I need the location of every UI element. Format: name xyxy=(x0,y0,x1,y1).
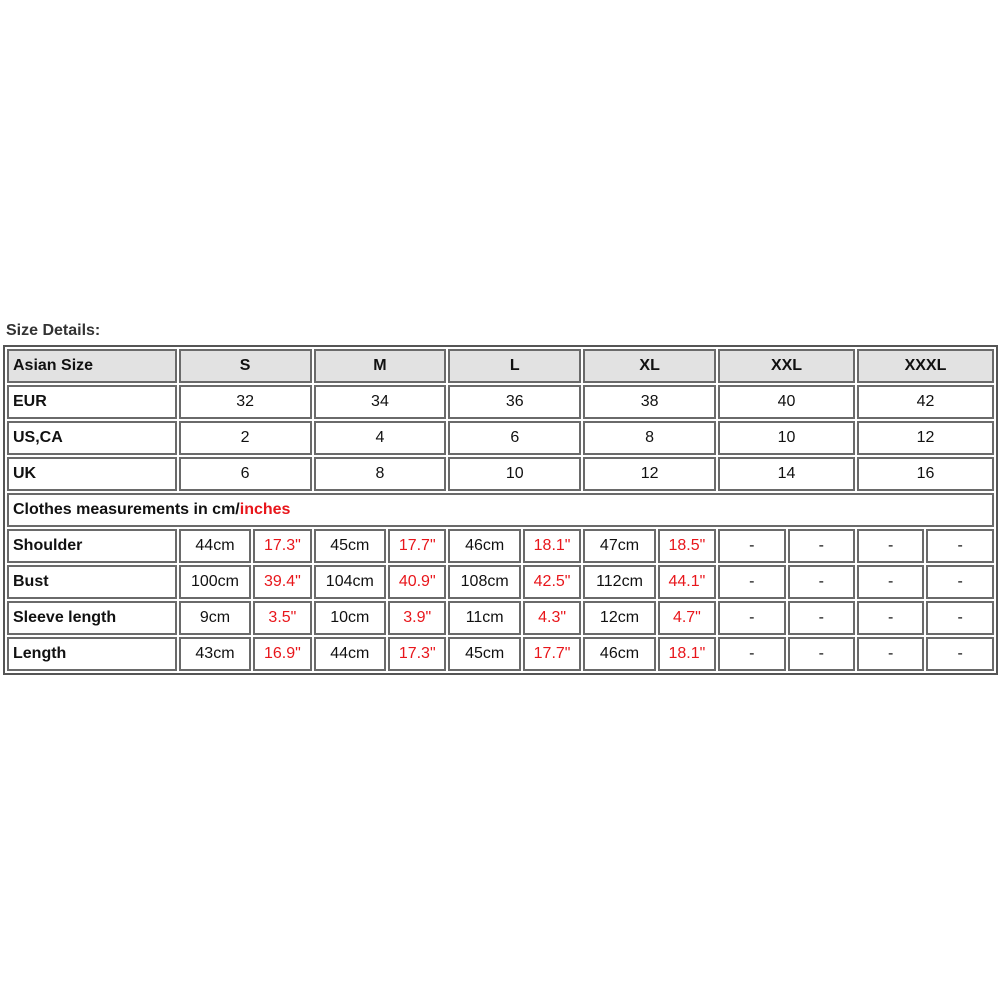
table-cell: - xyxy=(857,637,924,671)
sleeve-length-row xyxy=(7,601,994,635)
inch-cell: 17.3" xyxy=(388,637,446,671)
cm-cell: 10cm xyxy=(314,601,387,635)
size-s-header: S xyxy=(179,349,312,383)
measurements-title-prefix: Clothes measurements in cm/ xyxy=(13,501,240,518)
measurements-title xyxy=(7,493,994,527)
table-cell: - xyxy=(926,565,994,599)
measurements-title-row xyxy=(7,493,994,527)
table-cell: 14 xyxy=(718,457,855,491)
inch-cell: 3.5" xyxy=(253,601,311,635)
inch-cell: 18.5" xyxy=(658,529,716,563)
inch-cell: 44.1" xyxy=(658,565,716,599)
inch-cell: 4.7" xyxy=(658,601,716,635)
inch-cell: 3.9" xyxy=(388,601,446,635)
cm-cell: 46cm xyxy=(448,529,521,563)
table-cell: 34 xyxy=(314,385,447,419)
table-cell: - xyxy=(718,637,785,671)
size-l-header: L xyxy=(448,349,581,383)
asian-size-label: Asian Size xyxy=(7,349,177,383)
table-cell: 36 xyxy=(448,385,581,419)
size-xl-header: XL xyxy=(583,349,716,383)
table-cell: 12 xyxy=(857,421,994,455)
table-cell: 8 xyxy=(314,457,447,491)
table-cell: - xyxy=(718,601,785,635)
inch-cell: 4.3" xyxy=(523,601,581,635)
table-cell: - xyxy=(788,601,855,635)
table-cell: - xyxy=(788,565,855,599)
inch-cell: 16.9" xyxy=(253,637,311,671)
table-cell: 10 xyxy=(718,421,855,455)
table-cell: 6 xyxy=(179,457,312,491)
size-m-header: M xyxy=(314,349,447,383)
size-header-row xyxy=(7,349,994,383)
cm-cell: 47cm xyxy=(583,529,656,563)
table-cell: 8 xyxy=(583,421,716,455)
table-cell: 38 xyxy=(583,385,716,419)
cm-cell: 104cm xyxy=(314,565,387,599)
table-cell: 40 xyxy=(718,385,855,419)
table-cell: - xyxy=(857,601,924,635)
table-cell: 12 xyxy=(583,457,716,491)
table-cell: - xyxy=(788,637,855,671)
inch-cell: 18.1" xyxy=(523,529,581,563)
row-label: US,CA xyxy=(7,421,177,455)
row-label: Shoulder xyxy=(7,529,177,563)
cm-cell: 44cm xyxy=(314,637,387,671)
table-cell: - xyxy=(788,529,855,563)
table-cell: 16 xyxy=(857,457,994,491)
length-row xyxy=(7,637,994,671)
cm-cell: 46cm xyxy=(583,637,656,671)
table-cell: - xyxy=(926,601,994,635)
table-cell: - xyxy=(857,565,924,599)
inch-cell: 18.1" xyxy=(658,637,716,671)
inch-cell: 17.7" xyxy=(523,637,581,671)
inch-cell: 17.3" xyxy=(253,529,311,563)
size-details-caption: Size Details: xyxy=(6,322,101,339)
size-xxxl-header: XXXL xyxy=(857,349,994,383)
table-cell: 32 xyxy=(179,385,312,419)
table-cell: - xyxy=(718,529,785,563)
table-cell: 10 xyxy=(448,457,581,491)
cm-cell: 112cm xyxy=(583,565,656,599)
table-cell: - xyxy=(718,565,785,599)
cm-cell: 44cm xyxy=(179,529,252,563)
size-chart-table xyxy=(5,347,996,673)
cm-cell: 108cm xyxy=(448,565,521,599)
row-label: Sleeve length xyxy=(7,601,177,635)
table-cell: 42 xyxy=(857,385,994,419)
table-cell: - xyxy=(857,529,924,563)
cm-cell: 12cm xyxy=(583,601,656,635)
inch-cell: 39.4" xyxy=(253,565,311,599)
row-label: UK xyxy=(7,457,177,491)
inch-cell: 42.5" xyxy=(523,565,581,599)
row-label: Length xyxy=(7,637,177,671)
measurements-title-inches: inches xyxy=(239,501,291,518)
row-label: EUR xyxy=(7,385,177,419)
bust-row xyxy=(7,565,994,599)
size-xxl-header: XXL xyxy=(718,349,855,383)
inch-cell: 40.9" xyxy=(388,565,446,599)
table-cell: - xyxy=(926,637,994,671)
table-cell: - xyxy=(926,529,994,563)
cm-cell: 45cm xyxy=(314,529,387,563)
uk-row xyxy=(7,457,994,491)
cm-cell: 43cm xyxy=(179,637,252,671)
cm-cell: 11cm xyxy=(448,601,521,635)
cm-cell: 100cm xyxy=(179,565,252,599)
cm-cell: 9cm xyxy=(179,601,252,635)
inch-cell: 17.7" xyxy=(388,529,446,563)
table-cell: 4 xyxy=(314,421,447,455)
us-ca-row xyxy=(7,421,994,455)
eur-row xyxy=(7,385,994,419)
cm-cell: 45cm xyxy=(448,637,521,671)
row-label: Bust xyxy=(7,565,177,599)
shoulder-row xyxy=(7,529,994,563)
table-cell: 2 xyxy=(179,421,312,455)
table-cell: 6 xyxy=(448,421,581,455)
